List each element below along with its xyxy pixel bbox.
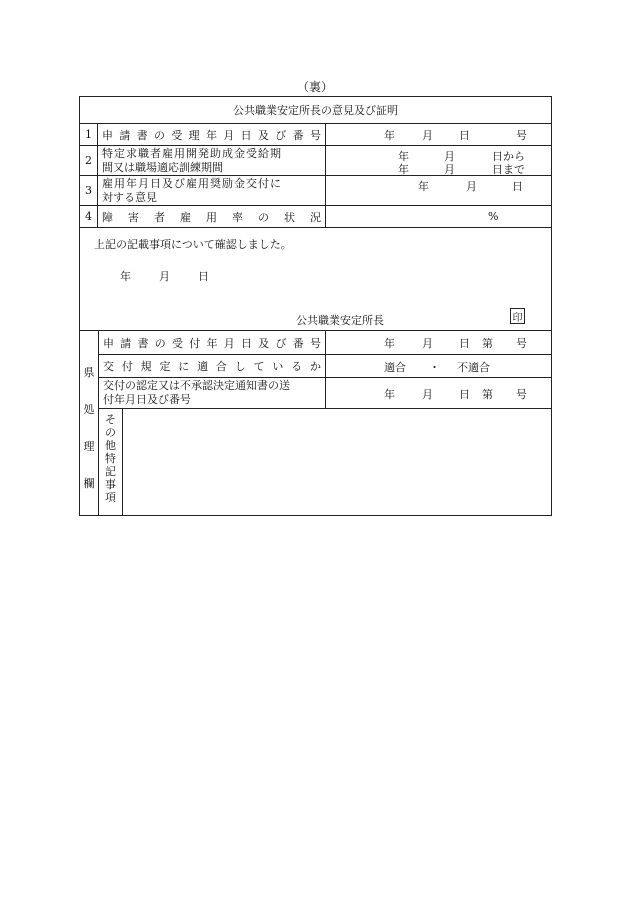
row-label: 特定求職者雇用開発助成金受給期 間又は職場適応訓練期間 <box>98 146 326 175</box>
office-director-title: 公共職業安定所長 <box>296 314 384 327</box>
page-back-mark: （裏） <box>296 80 333 94</box>
row-label: 申 請 書 の 受 理 年 月 日 及 び 番 号 <box>98 124 326 145</box>
row-compliance-check <box>99 355 551 378</box>
confirmation-block <box>80 228 551 331</box>
acceptance-date-field[interactable]: 年 月 日 第 号 <box>384 337 527 350</box>
other-notes-label: そ の 他 特 記 事 項 <box>99 409 123 515</box>
confirmation-text: 上記の記載事項について確認しました。 <box>94 238 292 251</box>
confirmation-date[interactable]: 年 月 日 <box>120 270 209 283</box>
option-noncompliant[interactable]: 不適合 <box>457 361 490 374</box>
employment-date-field[interactable]: 年 月 日 <box>418 180 523 193</box>
period-field[interactable]: 年 月 日から 年 月 日まで <box>398 150 525 176</box>
row-label: 障 害 者 雇 用 率 の 状 況 <box>98 206 326 227</box>
receipt-date-field[interactable]: 年 月 日 号 <box>384 128 527 142</box>
row-disability-rate <box>80 206 551 228</box>
row-number: 3 <box>80 176 98 205</box>
section-title: 公共職業安定所長の意見及び証明 <box>80 97 551 124</box>
disability-rate-field[interactable]: % <box>488 210 499 223</box>
row-label: 交付の認定又は不承認決定通知書の送 付年月日及び番号 <box>99 378 326 408</box>
row-notice-dispatch <box>99 378 551 409</box>
prefecture-side-label: 県 処 理 欄 <box>80 331 99 515</box>
other-notes-field[interactable] <box>123 409 551 515</box>
row-number: 4 <box>80 206 98 227</box>
row-label: 申 請 書 の 受 付 年 月 日 及 び 番 号 <box>99 331 326 354</box>
row-application-receipt <box>80 124 551 146</box>
option-compliant[interactable]: 適合 <box>384 361 406 374</box>
row-label: 雇用年月日及び雇用奨励金交付に 対する意見 <box>98 176 326 205</box>
row-subsidy-period <box>80 146 551 176</box>
certificate-form <box>79 96 552 516</box>
row-number: 2 <box>80 146 98 175</box>
row-other-notes <box>99 409 551 515</box>
prefecture-processing-section <box>80 331 551 515</box>
notice-date-field[interactable]: 年 月 日 第 号 <box>384 388 527 401</box>
row-employment-opinion <box>80 176 551 206</box>
compliance-choice[interactable]: 適合 ・ 不適合 <box>384 361 490 374</box>
row-label: 交 付 規 定 に 適 合 し て い る か <box>99 355 326 377</box>
row-application-acceptance <box>99 331 551 355</box>
seal-mark: 印 <box>510 308 525 324</box>
row-number: 1 <box>80 124 98 145</box>
